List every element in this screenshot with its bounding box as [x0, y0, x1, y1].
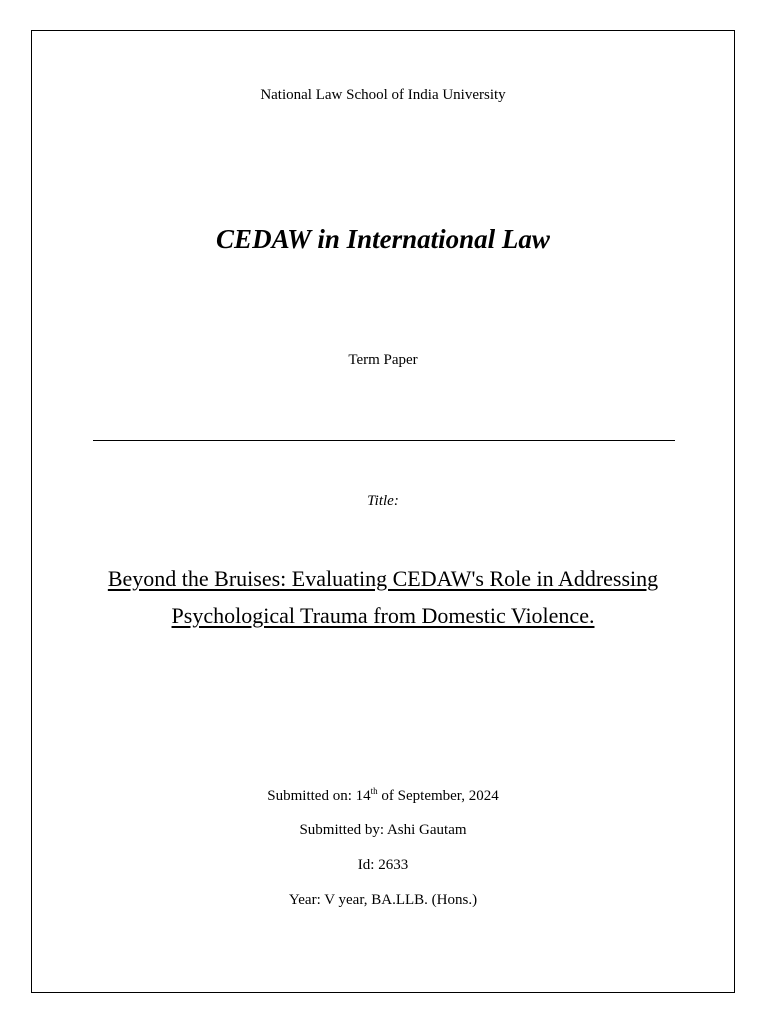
- paper-type: Term Paper: [348, 352, 418, 368]
- submitted-by: Submitted by: Ashi Gautam: [299, 822, 467, 838]
- submission-date: [31, 788, 735, 805]
- student-id: Id: 2633: [357, 857, 409, 873]
- page-border: [31, 30, 735, 993]
- submission-date-suffix: th: [370, 786, 378, 796]
- submission-date-day: 14: [355, 788, 371, 804]
- institution-name: National Law School of India University: [260, 87, 506, 103]
- student-year: Year: V year, BA.LLB. (Hons.): [288, 892, 478, 908]
- paper-title-line-2: Psychological Trauma from Domestic Violence.: [171, 603, 595, 628]
- title-label: Title:: [367, 493, 399, 509]
- paper-title: [31, 560, 735, 634]
- horizontal-divider: [93, 440, 675, 441]
- course-title: CEDAW in International Law: [216, 224, 550, 254]
- submission-date-label: Submitted on:: [267, 788, 356, 804]
- submission-date-rest: of September, 2024: [377, 788, 499, 804]
- paper-title-line-1: Beyond the Bruises: Evaluating CEDAW's Role in Addressing: [107, 566, 659, 591]
